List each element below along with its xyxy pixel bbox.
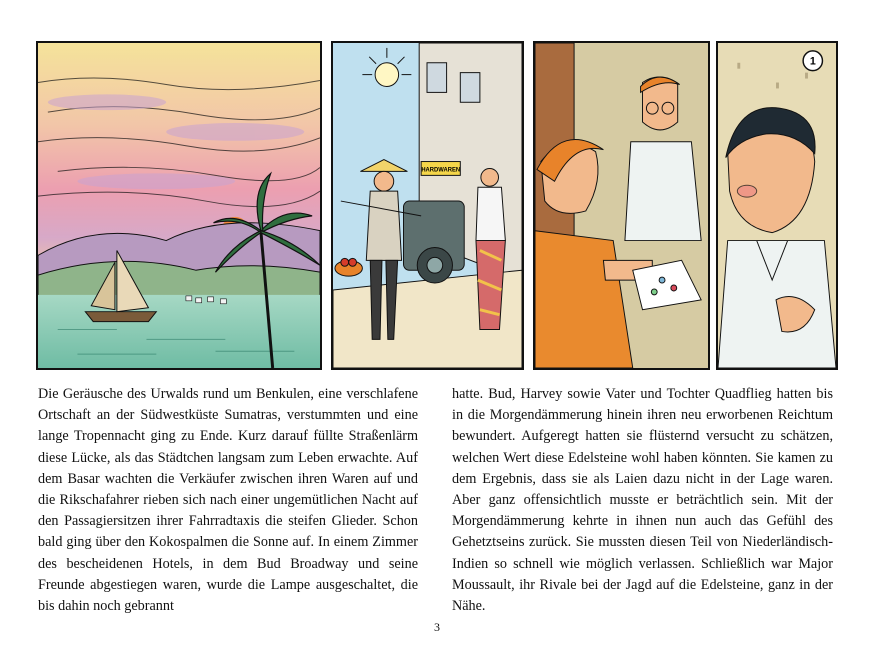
comic-panel-street bbox=[331, 41, 524, 370]
comic-panel-gems bbox=[533, 41, 710, 370]
shop-sign-text: HARDWAREN bbox=[421, 167, 461, 174]
gem-inspection-illustration bbox=[535, 43, 708, 368]
street-market-illustration bbox=[333, 43, 522, 368]
page-number: 3 bbox=[434, 620, 440, 634]
text-column-left: Die Geräusche des Urwalds rund um Benkulen, eine verschlafene Ortschaft an der Südwestküste Sumatras, verstummten und eine lange Tropennacht ging zu Ende. Kurz darauf füllte Straßenlärm diese Lücke, als das Städtchen langsam zum Leben erwachte. Auf dem Basar wachten die Verkäufer zwischen ihren Waren auf und die Rikschafahrer rieben sich nach einer ungemütlichen Nacht auf den Passagiersitzen ihrer Fahrradtaxis die steifen Glieder. Schon bald ging über den Kokospalmen die Sonne auf. In einem Zimmer des bescheidenen Hotels, in dem Bud Broadway und seine Freunde abgestiegen waren, wurde die Lampe ausgeschaltet, die bis dahin noch gebrannt bbox=[38, 386, 418, 615]
comic-panel-harbor bbox=[36, 41, 322, 370]
worried-man-illustration bbox=[718, 43, 836, 368]
sunset-harbor-illustration bbox=[38, 43, 320, 368]
comic-panel-portrait bbox=[716, 41, 838, 370]
page-marker-number: 1 bbox=[809, 55, 816, 68]
text-column-right: hatte. Bud, Harvey sowie Vater und Tochter Quadflieg hatten bis in die Morgendämmerung hinein ihren neu erworbenen Reichtum bewundert. Aufgeregt hatten sie flüsternd versucht zu schätzen, welchen Wert diese Edelsteine wohl haben könnten. Sie kamen zu dem Ergebnis, dass sie als Laien dazu nicht in der Lage waren. Aber ganz offensichtlich musste er beträchtlich sein. Mit der Morgendämmerung kehrte in ihnen nun auch das Gefühl des Gehetztseins zurück. Sie mussten diesen Teil von Niederländisch-Indien so schnell wie möglich verlassen. Schließlich war Major Moussault, ihr Rivale bei der Jagd auf die Edelsteine, ganz in der Nähe. bbox=[452, 386, 833, 615]
